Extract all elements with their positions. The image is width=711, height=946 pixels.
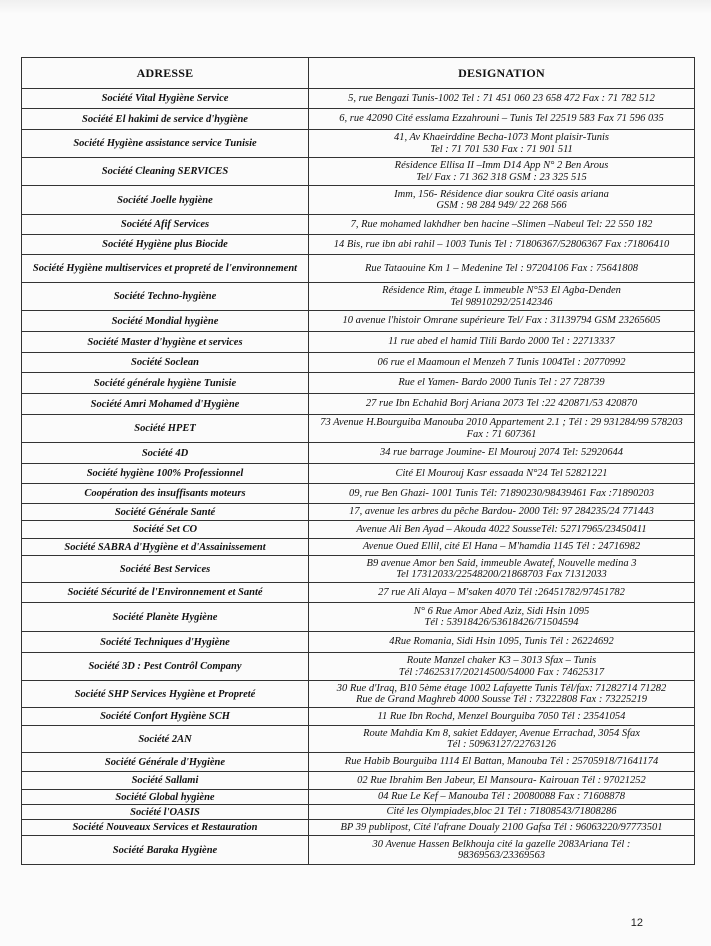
table-row	[22, 632, 695, 653]
table-row	[22, 484, 695, 504]
company-address: Imm, 156- Résidence diar soukra Cité oasis ariana GSM : 98 284 949/ 22 268 566	[309, 186, 695, 215]
company-address: 04 Rue Le Kef – Manouba Tél : 20080088 Fax : 71608878	[309, 790, 695, 805]
table-row	[22, 415, 695, 443]
company-name: Société Techniques d'Hygiène	[22, 632, 309, 653]
table-row	[22, 235, 695, 255]
table-row	[22, 805, 695, 820]
company-address: Cité les Olympiades,bloc 21 Tél : 71808543/71808286	[309, 805, 695, 820]
company-address: 4Rue Romania, Sidi Hsin 1095, Tunis Tél : 26224692	[309, 632, 695, 653]
company-address: Avenue Ali Ben Ayad – Akouda 4022 SousseTél: 52717965/23450411	[309, 521, 695, 539]
header-designation: DESIGNATION	[309, 58, 695, 89]
company-name: Société Vital Hygiène Service	[22, 89, 309, 109]
company-address: Route Manzel chaker K3 – 3013 Sfax – Tunis Tél :74625317/20214500/54000 Fax : 74625317	[309, 653, 695, 681]
page-number: 12	[630, 917, 643, 929]
company-address: N° 6 Rue Amor Abed Aziz, Sidi Hsin 1095 Tél : 53918426/53618426/71504594	[309, 603, 695, 632]
company-name: Société Soclean	[22, 353, 309, 373]
table-row	[22, 394, 695, 415]
company-name: Société Set CO	[22, 521, 309, 539]
company-name: Société l'OASIS	[22, 805, 309, 820]
company-address: Cité El Mourouj Kasr essaada N°24 Tel 52821221	[309, 464, 695, 484]
company-address: Rue el Yamen- Bardo 2000 Tunis Tel : 27 728739	[309, 373, 695, 394]
company-address: Résidence Ellisa II –Imm D14 App N° 2 Ben Arous Tel/ Fax : 71 362 318 GSM : 23 325 515	[309, 158, 695, 186]
company-address: B9 avenue Amor ben Said, immeuble Awatef, Nouvelle medina 3 Tel 17312033/22548200/21868703 Fax 71312033	[309, 556, 695, 583]
company-name: Société SHP Services Hygiène et Propreté	[22, 681, 309, 708]
company-name: Société 4D	[22, 443, 309, 464]
company-name: Société Master d'hygiène et services	[22, 332, 309, 353]
company-name: Société HPET	[22, 415, 309, 443]
table-row	[22, 89, 695, 109]
table-body	[22, 89, 695, 865]
company-address: 34 rue barrage Joumine- El Mourouj 2074 Tel: 52920644	[309, 443, 695, 464]
company-name: Société Amri Mohamed d'Hygiène	[22, 394, 309, 415]
company-address: 7, Rue mohamed lakhdher ben hacine –Slimen –Nabeul Tel: 22 550 182	[309, 215, 695, 235]
company-directory-table	[21, 57, 695, 865]
company-name: Société hygiène 100% Professionnel	[22, 464, 309, 484]
company-address: 06 rue el Maamoun el Menzeh 7 Tunis 1004Tel : 20770992	[309, 353, 695, 373]
table-row	[22, 504, 695, 521]
company-name: Société Nouveaux Services et Restauration	[22, 820, 309, 836]
table-row	[22, 772, 695, 790]
company-name: Société Hygiène plus Biocide	[22, 235, 309, 255]
company-name: Société Global hygiène	[22, 790, 309, 805]
company-address: Route Mahdia Km 8, sakiet Eddayer, Avenue Errachad, 3054 Sfax Tél : 50963127/22763126	[309, 726, 695, 753]
table-row	[22, 158, 695, 186]
company-name: Société 2AN	[22, 726, 309, 753]
company-name: Société Sallami	[22, 772, 309, 790]
table-row	[22, 681, 695, 708]
company-name: Société Best Services	[22, 556, 309, 583]
company-name: Société Générale Santé	[22, 504, 309, 521]
company-name: Société générale hygiène Tunisie	[22, 373, 309, 394]
company-address: 27 rue Ibn Echahid Borj Ariana 2073 Tel :22 420871/53 420870	[309, 394, 695, 415]
table-row	[22, 443, 695, 464]
table-row	[22, 836, 695, 865]
company-name: Coopération des insuffisants moteurs	[22, 484, 309, 504]
table-row	[22, 332, 695, 353]
table-row	[22, 603, 695, 632]
table-row	[22, 820, 695, 836]
company-address: 5, rue Bengazi Tunis-1002 Tel : 71 451 060 23 658 472 Fax : 71 782 512	[309, 89, 695, 109]
company-address: Rue Tataouine Km 1 – Medenine Tel : 97204106 Fax : 75641808	[309, 255, 695, 283]
table-row	[22, 311, 695, 332]
company-address: Avenue Oued Ellil, cité El Hana – M'hamdia 1145 Tél : 24716982	[309, 539, 695, 556]
table-row	[22, 255, 695, 283]
company-name: Société Joelle hygiène	[22, 186, 309, 215]
company-name: Société Sécurité de l'Environnement et Santé	[22, 583, 309, 603]
table-row	[22, 790, 695, 805]
table-row	[22, 539, 695, 556]
table-row	[22, 708, 695, 726]
company-address: 10 avenue l'histoir Omrane supérieure Tel/ Fax : 31139794 GSM 23265605	[309, 311, 695, 332]
company-address: 17, avenue les arbres du pêche Bardou- 2000 Tél: 97 284235/24 771443	[309, 504, 695, 521]
table-row	[22, 653, 695, 681]
company-name: Société Afif Services	[22, 215, 309, 235]
table-row	[22, 464, 695, 484]
table-row	[22, 556, 695, 583]
company-name: Société Générale d'Hygiène	[22, 753, 309, 772]
company-address: 73 Avenue H.Bourguiba Manouba 2010 Appartement 2.1 ; Tél : 29 931284/99 578203 Fax : 71 607361	[309, 415, 695, 443]
company-address: 02 Rue Ibrahim Ben Jabeur, El Mansoura- Kairouan Tél : 97021252	[309, 772, 695, 790]
company-name: Société Confort Hygiène SCH	[22, 708, 309, 726]
company-address: 09, rue Ben Ghazi- 1001 Tunis Tél: 71890230/98439461 Fax :71890203	[309, 484, 695, 504]
company-name: Société Mondial hygiène	[22, 311, 309, 332]
table-row	[22, 726, 695, 753]
table-row	[22, 583, 695, 603]
company-name: Société SABRA d'Hygiène et d'Assainissement	[22, 539, 309, 556]
header-address: ADRESSE	[22, 58, 309, 89]
table-row	[22, 373, 695, 394]
company-address: 11 Rue Ibn Rochd, Menzel Bourguiba 7050 Tél : 23541054	[309, 708, 695, 726]
company-address: BP 39 publipost, Cité l'afrane Doualy 2100 Gafsa Tél : 96063220/97773501	[309, 820, 695, 836]
table-row	[22, 753, 695, 772]
company-address: 30 Rue d'Iraq, B10 5ème étage 1002 Lafayette Tunis Tél/fax: 71282714 71282 Rue de Grand Maghreb 4000 Sousse Tél : 73222808 Fax : 73225219	[309, 681, 695, 708]
table-row	[22, 186, 695, 215]
company-name: Société Baraka Hygiène	[22, 836, 309, 865]
table-row	[22, 130, 695, 158]
company-address: 41, Av Khaeirddine Becha-1073 Mont plaisir-Tunis Tel : 71 701 530 Fax : 71 901 511	[309, 130, 695, 158]
company-name: Société Techno-hygiène	[22, 283, 309, 311]
table-row	[22, 521, 695, 539]
company-address: 11 rue abed el hamid Tlili Bardo 2000 Tel : 22713337	[309, 332, 695, 353]
company-address: 14 Bis, rue ibn abi rahil – 1003 Tunis Tel : 71806367/52806367 Fax :71806410	[309, 235, 695, 255]
table-row	[22, 109, 695, 130]
company-address: Rue Habib Bourguiba 1114 El Battan, Manouba Tél : 25705918/71641174	[309, 753, 695, 772]
company-name: Société Planète Hygiène	[22, 603, 309, 632]
company-name: Société Hygiène multiservices et propreté de l'environnement	[22, 255, 309, 283]
company-address: 30 Avenue Hassen Belkhouja cité la gazelle 2083Ariana Tél : 98369563/23369563	[309, 836, 695, 865]
company-name: Société 3D : Pest Contrôl Company	[22, 653, 309, 681]
company-name: Société Hygiène assistance service Tunisie	[22, 130, 309, 158]
table-row	[22, 215, 695, 235]
company-address: 6, rue 42090 Cité esslama Ezzahrouni – Tunis Tel 22519 583 Fax 71 596 035	[309, 109, 695, 130]
table-row	[22, 353, 695, 373]
table-row	[22, 283, 695, 311]
company-address: 27 rue Ali Alaya – M'saken 4070 Tél :26451782/97451782	[309, 583, 695, 603]
company-name: Société Cleaning SERVICES	[22, 158, 309, 186]
company-name: Société El hakimi de service d'hygiène	[22, 109, 309, 130]
table-header-row	[22, 58, 695, 89]
company-address: Résidence Rim, étage L immeuble N°53 El Agba-Denden Tel 98910292/25142346	[309, 283, 695, 311]
